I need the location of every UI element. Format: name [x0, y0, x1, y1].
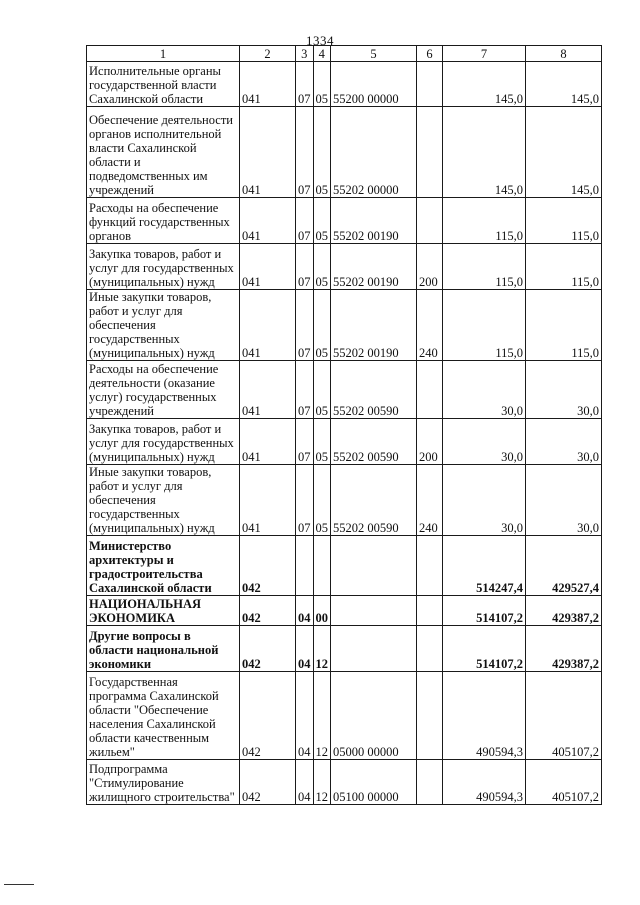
admin-code: 042	[240, 536, 296, 596]
expense-type-code: 200	[417, 419, 443, 465]
column-header: 2	[240, 46, 296, 62]
section-code: 07	[296, 244, 314, 290]
table-row	[87, 107, 602, 198]
admin-code: 042	[240, 596, 296, 626]
row-name: Расходы на обеспечение деятельности (оказание услуг) государственных учреждений	[87, 361, 240, 419]
amount-year-1: 514107,2	[443, 626, 526, 672]
subsection-code: 12	[313, 626, 331, 672]
target-article-code	[331, 596, 417, 626]
expense-type-code	[417, 361, 443, 419]
target-article-code: 05000 00000	[331, 672, 417, 760]
amount-year-1: 514107,2	[443, 596, 526, 626]
section-code: 04	[296, 626, 314, 672]
target-article-code: 55200 00000	[331, 62, 417, 107]
admin-code: 042	[240, 672, 296, 760]
amount-year-1: 30,0	[443, 419, 526, 465]
target-article-code	[331, 626, 417, 672]
expense-type-code	[417, 626, 443, 672]
row-name: Иные закупки товаров, работ и услуг для обеспечения государственных (муниципальных) нужд	[87, 465, 240, 536]
table-row	[87, 760, 602, 805]
subsection-code: 05	[313, 62, 331, 107]
table-row	[87, 290, 602, 361]
amount-year-1: 145,0	[443, 62, 526, 107]
expense-type-code	[417, 62, 443, 107]
table-row	[87, 672, 602, 760]
section-code: 07	[296, 107, 314, 198]
row-name: Другие вопросы в области национальной экономики	[87, 626, 240, 672]
page-number: 1334	[306, 33, 334, 48]
subsection-code: 12	[313, 760, 331, 805]
expense-type-code: 200	[417, 244, 443, 290]
row-name: Государственная программа Сахалинской области "Обеспечение населения Сахалинской области качественным жильем"	[87, 672, 240, 760]
subsection-code: 12	[313, 672, 331, 760]
amount-year-1: 514247,4	[443, 536, 526, 596]
amount-year-2: 429527,4	[526, 536, 602, 596]
target-article-code: 55202 00190	[331, 290, 417, 361]
column-header: 8	[526, 46, 602, 62]
subsection-code: 05	[313, 361, 331, 419]
table-row	[87, 62, 602, 107]
table-body	[87, 62, 602, 805]
section-code: 07	[296, 62, 314, 107]
target-article-code: 05100 00000	[331, 760, 417, 805]
amount-year-2: 30,0	[526, 465, 602, 536]
table-row	[87, 361, 602, 419]
admin-code: 041	[240, 198, 296, 244]
amount-year-2: 115,0	[526, 198, 602, 244]
admin-code: 041	[240, 107, 296, 198]
column-number-header	[87, 46, 602, 62]
subsection-code: 05	[313, 465, 331, 536]
amount-year-2: 145,0	[526, 62, 602, 107]
amount-year-2: 115,0	[526, 290, 602, 361]
section-code: 04	[296, 760, 314, 805]
table-row	[87, 536, 602, 596]
target-article-code: 55202 00000	[331, 107, 417, 198]
amount-year-2: 30,0	[526, 361, 602, 419]
subsection-code: 05	[313, 198, 331, 244]
section-code: 07	[296, 419, 314, 465]
amount-year-2: 405107,2	[526, 672, 602, 760]
admin-code: 041	[240, 244, 296, 290]
amount-year-1: 30,0	[443, 361, 526, 419]
admin-code: 042	[240, 626, 296, 672]
admin-code: 042	[240, 760, 296, 805]
expense-type-code: 240	[417, 465, 443, 536]
table-row	[87, 244, 602, 290]
column-header: 1	[87, 46, 240, 62]
margin-mark	[4, 884, 34, 885]
section-code: 04	[296, 672, 314, 760]
target-article-code: 55202 00590	[331, 361, 417, 419]
subsection-code: 05	[313, 244, 331, 290]
amount-year-2: 429387,2	[526, 596, 602, 626]
expense-type-code	[417, 107, 443, 198]
row-name: НАЦИОНАЛЬНАЯ ЭКОНОМИКА	[87, 596, 240, 626]
row-name: Расходы на обеспечение функций государственных органов	[87, 198, 240, 244]
section-code: 04	[296, 596, 314, 626]
column-header: 3	[296, 46, 314, 62]
amount-year-1: 115,0	[443, 244, 526, 290]
expense-type-code	[417, 760, 443, 805]
amount-year-1: 115,0	[443, 290, 526, 361]
column-header: 5	[331, 46, 417, 62]
row-name: Иные закупки товаров, работ и услуг для обеспечения государственных (муниципальных) нужд	[87, 290, 240, 361]
subsection-code: 00	[313, 596, 331, 626]
row-name: Обеспечение деятельности органов исполнительной власти Сахалинской области и подведомственных им учреждений	[87, 107, 240, 198]
column-header: 4	[313, 46, 331, 62]
budget-table	[86, 45, 602, 805]
admin-code: 041	[240, 465, 296, 536]
amount-year-1: 115,0	[443, 198, 526, 244]
table-row	[87, 419, 602, 465]
target-article-code	[331, 536, 417, 596]
target-article-code: 55202 00590	[331, 465, 417, 536]
amount-year-1: 145,0	[443, 107, 526, 198]
subsection-code: 05	[313, 107, 331, 198]
section-code	[296, 536, 314, 596]
subsection-code: 05	[313, 419, 331, 465]
section-code: 07	[296, 361, 314, 419]
expense-type-code: 240	[417, 290, 443, 361]
row-name: Закупка товаров, работ и услуг для государственных (муниципальных) нужд	[87, 419, 240, 465]
section-code: 07	[296, 465, 314, 536]
target-article-code: 55202 00590	[331, 419, 417, 465]
row-name: Подпрограмма "Стимулирование жилищного строительства"	[87, 760, 240, 805]
amount-year-2: 30,0	[526, 419, 602, 465]
section-code: 07	[296, 290, 314, 361]
amount-year-2: 145,0	[526, 107, 602, 198]
amount-year-2: 115,0	[526, 244, 602, 290]
table-row	[87, 465, 602, 536]
amount-year-1: 490594,3	[443, 760, 526, 805]
subsection-code	[313, 536, 331, 596]
row-name: Исполнительные органы государственной власти Сахалинской области	[87, 62, 240, 107]
expense-type-code	[417, 198, 443, 244]
amount-year-1: 30,0	[443, 465, 526, 536]
target-article-code: 55202 00190	[331, 198, 417, 244]
admin-code: 041	[240, 361, 296, 419]
amount-year-2: 405107,2	[526, 760, 602, 805]
table-row	[87, 626, 602, 672]
target-article-code: 55202 00190	[331, 244, 417, 290]
column-header: 6	[417, 46, 443, 62]
admin-code: 041	[240, 419, 296, 465]
admin-code: 041	[240, 62, 296, 107]
expense-type-code	[417, 672, 443, 760]
section-code: 07	[296, 198, 314, 244]
expense-type-code	[417, 536, 443, 596]
admin-code: 041	[240, 290, 296, 361]
amount-year-1: 490594,3	[443, 672, 526, 760]
expense-type-code	[417, 596, 443, 626]
subsection-code: 05	[313, 290, 331, 361]
column-header: 7	[443, 46, 526, 62]
amount-year-2: 429387,2	[526, 626, 602, 672]
table-row	[87, 198, 602, 244]
row-name: Министерство архитектуры и градостроительства Сахалинской области	[87, 536, 240, 596]
row-name: Закупка товаров, работ и услуг для государственных (муниципальных) нужд	[87, 244, 240, 290]
table-row	[87, 596, 602, 626]
